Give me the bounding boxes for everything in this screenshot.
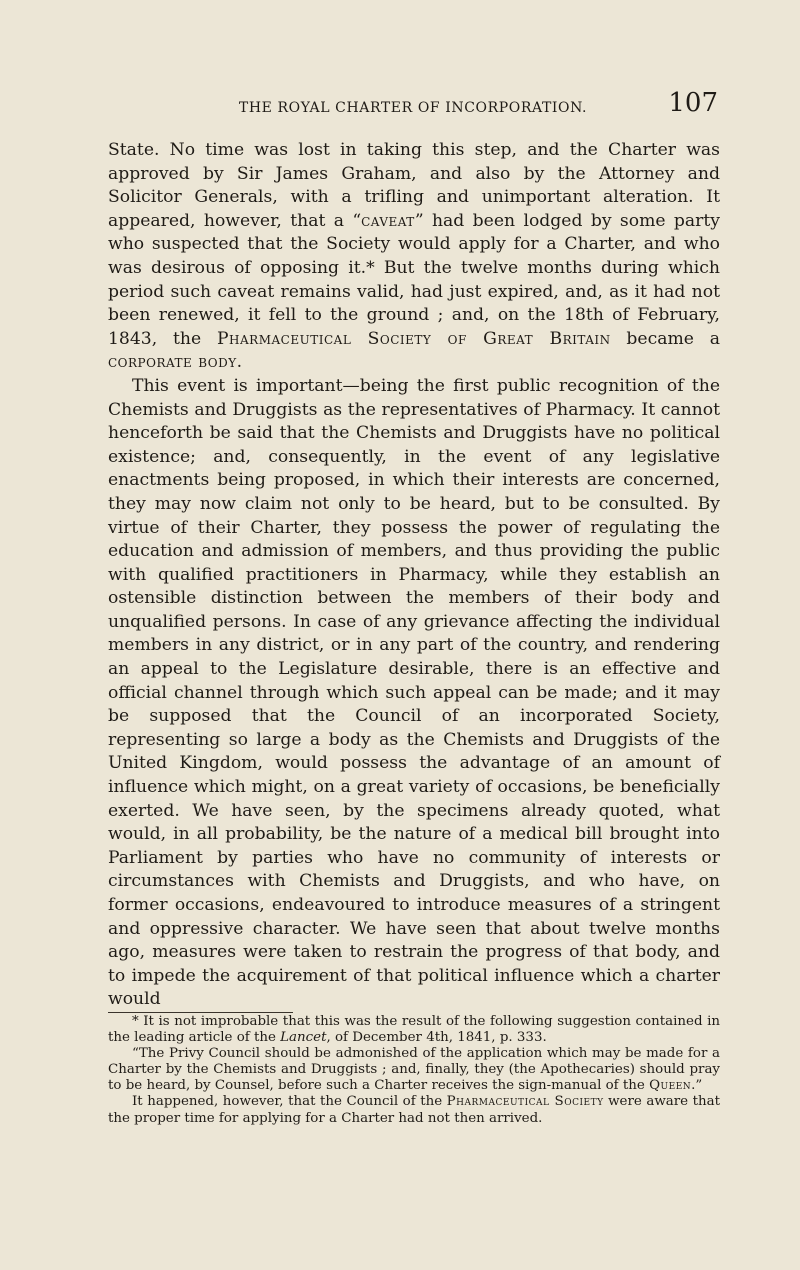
footnote	[108, 1014, 720, 1046]
footnote-text: “The Privy Council should be admonished of the application which may be made for a Charter by the Chemists and Druggists ; and, finally, they (the Apothecaries) should pray to be heard, by Counsel, before such a Charter receives the sign-manual of the	[108, 1046, 720, 1094]
running-head: THE ROYAL CHARTER OF INCORPORATION.	[238, 100, 588, 116]
journal-title: Lancet	[280, 1030, 327, 1046]
main-text	[108, 139, 720, 1012]
footnote-rule	[108, 1012, 293, 1013]
paragraph-text: State. No time was lost in taking this step, and the Charter was approved by Sir James Graham, and also by the Attorney and Solicitor Generals, with a trifling and unimportant alteration. It appeared, however, that a “	[108, 140, 720, 231]
corporate-body-term: corporate body.	[108, 352, 243, 373]
footnotes	[108, 1014, 720, 1127]
page-header	[108, 88, 718, 128]
footnote-text: , of December 4th, 1841, p. 333.	[326, 1030, 547, 1046]
paragraph-continued	[108, 139, 720, 375]
paragraph-text: ” had been lodged by some party who suspected that the Society would apply for a Charter, and who was desirous of opposing it.* But the twelve months during which period such caveat remains valid, had just expired, and, as it had not been renewed, it fell to the ground ; and, on the 18th of February, 1843, the	[108, 210, 720, 349]
footnote-text: were aware that the proper time for applying for a Charter had not then arrived.	[108, 1094, 721, 1126]
society-name: Pharmaceutical Society	[446, 1094, 604, 1110]
caveat-term: caveat	[361, 210, 415, 231]
society-name: Pharmaceutical Society of Great Britain	[216, 328, 611, 349]
footnote-text: .”	[691, 1078, 703, 1094]
queen-term: Queen	[649, 1078, 692, 1094]
page-number: 107	[668, 88, 718, 118]
paragraph: This event is important—being the first public recognition of the Chemists and Druggists as the representatives of Pharmacy. It cannot henceforth be said that the Chemists and Druggists have no political existence; and, consequently, in the event of any legislative enactments being proposed, in which their interests are concerned, they may now claim not only to be heard, but to be consulted. By virtue of their Charter, they possess the power of regulating the education and admission of members, and thus providing the public with qualified practitioners in Pharmacy, while they establish an ostensible distinction between the members of their body and unqualified persons. In case of any grievance affecting the individual members in any district, or in any part of the country, and rendering an appeal to the Legislature desirable, there is an effective and official channel through which such appeal can be made; and it may be supposed that the Council of an incorporated Society, representing so large a body as the Chemists and Druggists of the United Kingdom, would possess the advantage of an amount of influence which might, on a great variety of occasions, be beneficially exerted. We have seen, by the specimens already quoted, what would, in all probability, be the nature of a medical bill brought into Parliament by parties who have no community of interests or circumstances with Chemists and Druggists, and who have, on former occasions, endeavoured to introduce measures of a stringent and oppressive character. We have seen that about twelve months ago, measures were taken to restrain the progress of that body, and to impede the acquirement of that political influence which a charter would	[108, 375, 720, 1010]
paragraph-text: became a	[610, 328, 720, 349]
footnote	[108, 1094, 720, 1126]
footnote-text: It happened, however, that the Council of the	[132, 1094, 447, 1110]
footnote-quote	[108, 1046, 720, 1094]
footnote-text: * It is not improbable that this was the result of the following suggestion contained in the leading article of the	[108, 1014, 720, 1046]
